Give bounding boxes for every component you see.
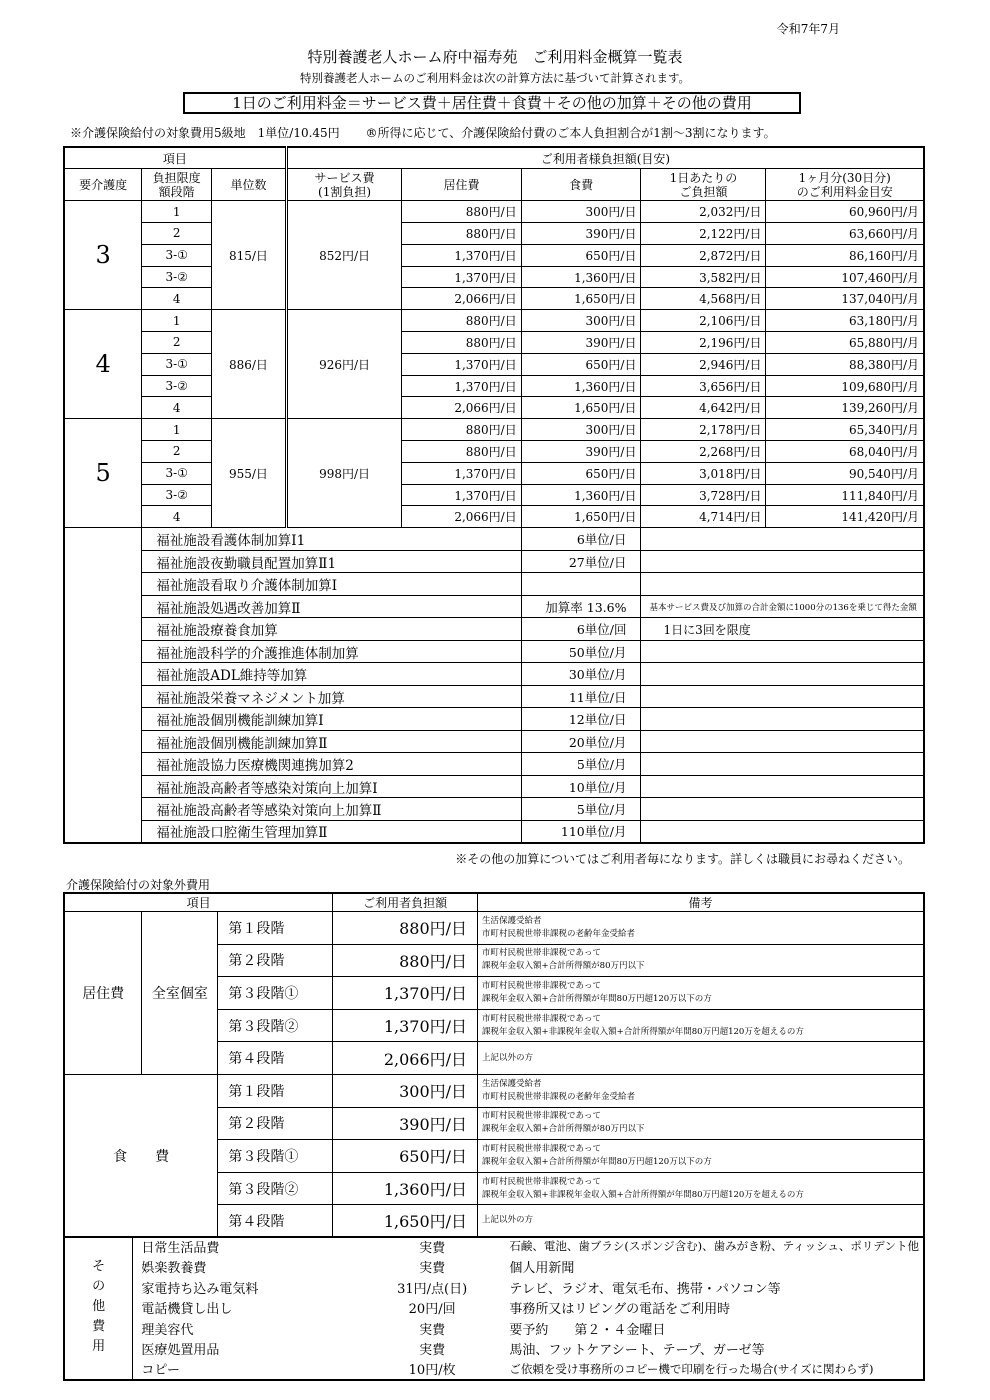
burden-stage: 1 bbox=[142, 201, 212, 223]
addition-row bbox=[64, 685, 924, 708]
page-title: 特別養護老人ホーム府中福寿苑 ご利用料金概算一覧表 bbox=[307, 48, 683, 66]
monthly-total: 65,340円/月 bbox=[766, 419, 924, 441]
room-type: 全室個室 bbox=[142, 912, 218, 1075]
burden-stage: 3-② bbox=[142, 375, 212, 397]
stage-amount: 1,370円/日 bbox=[333, 1009, 478, 1042]
addition-value: 6単位/回 bbox=[521, 618, 641, 641]
fee-row bbox=[64, 484, 924, 506]
addition-name: 福祉施設高齢者等感染対策向上加算Ⅰ bbox=[142, 775, 521, 798]
monthly-total: 109,680円/月 bbox=[766, 375, 924, 397]
addition-name: 福祉施設口腔衛生管理加算Ⅱ bbox=[142, 820, 521, 843]
addition-note bbox=[641, 685, 924, 708]
housing-fee: 880円/日 bbox=[402, 201, 521, 223]
stage-label: 第３段階① bbox=[218, 977, 333, 1010]
addition-row bbox=[64, 528, 924, 551]
stage-note: 市町村民税世帯非課税であって 課税年金収入額+合計所得額が80万円以下 bbox=[478, 1107, 924, 1140]
addition-note bbox=[641, 528, 924, 551]
daily-total: 3,728円/日 bbox=[641, 484, 766, 506]
addition-row bbox=[64, 730, 924, 753]
addition-note bbox=[641, 640, 924, 663]
daily-total: 4,568円/日 bbox=[641, 288, 766, 310]
stage-note: 市町村民税世帯非課税であって 課税年金収入額+非課税年金収入額+合計所得額が年間80万円超120万を超えるの方 bbox=[478, 1009, 924, 1042]
housing-fee: 1,370円/日 bbox=[402, 244, 521, 266]
housing-fee: 880円/日 bbox=[402, 332, 521, 354]
addition-value: 11単位/日 bbox=[521, 685, 641, 708]
addition-value: 12単位/日 bbox=[521, 708, 641, 731]
addition-spacer bbox=[64, 528, 142, 551]
monthly-total: 141,420円/月 bbox=[766, 506, 924, 528]
addition-spacer bbox=[64, 753, 142, 776]
stage-amount: 300円/日 bbox=[333, 1074, 478, 1107]
addition-name: 福祉施設協力医療機関連携加算2 bbox=[142, 753, 521, 776]
col-service-fee: サービス費 (1割負担) bbox=[286, 169, 401, 201]
housing-fee: 2,066円/日 bbox=[402, 506, 521, 528]
page-subtitle: 特別養護老人ホームのご利用料金は次の計算方法に基づいて計算されます。 bbox=[299, 71, 691, 85]
other-cost-note: 馬油、フットケアシート、テープ、ガーゼ等 bbox=[509, 1343, 765, 1359]
food-fee: 300円/日 bbox=[521, 201, 641, 223]
food-label: 食 費 bbox=[64, 1074, 218, 1237]
addition-row bbox=[64, 775, 924, 798]
food-fee: 1,360円/日 bbox=[521, 266, 641, 288]
food-fee: 650円/日 bbox=[521, 353, 641, 375]
addition-value: 加算率 13.6% bbox=[521, 595, 641, 618]
other-cost-item: 娯楽教養費 bbox=[141, 1261, 207, 1277]
daily-total: 4,714円/日 bbox=[641, 506, 766, 528]
other-cost-item: 家電持ち込み電気料 bbox=[141, 1281, 259, 1297]
burden-stage: 1 bbox=[142, 419, 212, 441]
housing-fee: 1,370円/日 bbox=[402, 375, 521, 397]
stage-note: 市町村民税世帯非課税であって 課税年金収入額+合計所得額が80万円以下 bbox=[478, 944, 924, 977]
addition-note bbox=[641, 573, 924, 596]
addition-note bbox=[641, 730, 924, 753]
addition-spacer bbox=[64, 685, 142, 708]
unit-count: 815/日 bbox=[212, 201, 287, 310]
unit-note bbox=[70, 124, 798, 141]
fee-row bbox=[64, 441, 924, 463]
other-cost-row bbox=[64, 1277, 924, 1298]
fee-row bbox=[64, 462, 924, 484]
housing-fee: 880円/日 bbox=[402, 441, 521, 463]
monthly-total: 88,380円/月 bbox=[766, 353, 924, 375]
daily-total: 3,018円/日 bbox=[641, 462, 766, 484]
head-user-burden: ご利用者様負担額(目安) bbox=[286, 147, 924, 169]
daily-total: 4,642円/日 bbox=[641, 397, 766, 419]
other-cost-row bbox=[64, 1298, 924, 1319]
fee-row bbox=[64, 332, 924, 354]
care-level: 4 bbox=[64, 310, 142, 419]
stage-label: 第２段階 bbox=[218, 1107, 333, 1140]
housing-fee: 880円/日 bbox=[402, 310, 521, 332]
fee-row bbox=[64, 419, 924, 441]
monthly-total: 63,660円/月 bbox=[766, 223, 924, 245]
daily-total: 2,872円/日 bbox=[641, 244, 766, 266]
addition-name: 福祉施設科学的介護推進体制加算 bbox=[142, 640, 521, 663]
other-costs-label: そ の 他 費 用 bbox=[64, 1236, 133, 1380]
other-cost-price: 実費 bbox=[419, 1343, 446, 1359]
food-fee: 1,360円/日 bbox=[521, 375, 641, 397]
daily-total: 2,032円/日 bbox=[641, 201, 766, 223]
addition-value: 50単位/月 bbox=[521, 640, 641, 663]
stage-note: 生活保護受給者 市町村民税世帯非課税の老齢年金受給者 bbox=[478, 1074, 924, 1107]
other-cost-row bbox=[64, 1359, 924, 1380]
stage-label: 第４段階 bbox=[218, 1205, 333, 1238]
addition-spacer bbox=[64, 550, 142, 573]
burden-stage: 4 bbox=[142, 397, 212, 419]
stage-label: 第１段階 bbox=[218, 912, 333, 945]
monthly-total: 86,160円/月 bbox=[766, 244, 924, 266]
monthly-total: 111,840円/月 bbox=[766, 484, 924, 506]
stage-amount: 650円/日 bbox=[333, 1140, 478, 1173]
addition-name: 福祉施設個別機能訓練加算Ⅱ bbox=[142, 730, 521, 753]
fee-row bbox=[64, 266, 924, 288]
housing-fee: 1,370円/日 bbox=[402, 266, 521, 288]
addition-name: 福祉施設看取り介護体制加算Ⅰ bbox=[142, 573, 521, 596]
stage-amount: 880円/日 bbox=[333, 944, 478, 977]
burden-stage: 2 bbox=[142, 223, 212, 245]
addition-note bbox=[641, 753, 924, 776]
stage-note: 生活保護受給者 市町村民税世帯非課税の老齢年金受給者 bbox=[478, 912, 924, 945]
addition-name: 福祉施設夜勤職員配置加算Ⅱ1 bbox=[142, 550, 521, 573]
other-cost-row bbox=[64, 1318, 924, 1339]
stage-label: 第１段階 bbox=[218, 1074, 333, 1107]
head-item: 項目 bbox=[64, 147, 286, 169]
addition-value: 27単位/日 bbox=[521, 550, 641, 573]
addition-row bbox=[64, 595, 924, 618]
other-cost-item: 理美容代 bbox=[141, 1322, 194, 1338]
burden-stage: 4 bbox=[142, 506, 212, 528]
daily-total: 2,178円/日 bbox=[641, 419, 766, 441]
stage-label: 第３段階② bbox=[218, 1009, 333, 1042]
housing-fee: 880円/日 bbox=[402, 419, 521, 441]
other-cost-note: 要予約 第２・４金曜日 bbox=[509, 1322, 666, 1338]
daily-total: 2,122円/日 bbox=[641, 223, 766, 245]
addition-row bbox=[64, 640, 924, 663]
addition-spacer bbox=[64, 663, 142, 686]
burden-stage: 4 bbox=[142, 288, 212, 310]
stage-note: 上記以外の方 bbox=[478, 1205, 924, 1238]
additions-note: ※その他の加算についてはご利用者毎になります。詳しくは職員にお尋ねください。 bbox=[455, 852, 910, 866]
addition-value: 10単位/月 bbox=[521, 775, 641, 798]
addition-row bbox=[64, 820, 924, 843]
daily-total: 2,268円/日 bbox=[641, 441, 766, 463]
addition-note: 基本サービス費及び加算の合計金額に1000分の136を乗じて得た金額 bbox=[641, 595, 924, 618]
housing-fee: 2,066円/日 bbox=[402, 288, 521, 310]
housing-fee: 880円/日 bbox=[402, 223, 521, 245]
stage-amount: 1,360円/日 bbox=[333, 1172, 478, 1205]
burden-stage: 3-① bbox=[142, 462, 212, 484]
other-cost-price: 実費 bbox=[419, 1261, 446, 1277]
addition-spacer bbox=[64, 798, 142, 821]
addition-row bbox=[64, 708, 924, 731]
burden-stage: 1 bbox=[142, 310, 212, 332]
stage-label: 第４段階 bbox=[218, 1042, 333, 1075]
other-cost-item: 日常生活品費 bbox=[141, 1240, 220, 1256]
other-cost-note: 事務所又はリビングの電話をご利用時 bbox=[509, 1302, 731, 1318]
food-fee: 390円/日 bbox=[521, 223, 641, 245]
stage-note: 市町村民税世帯非課税であって 課税年金収入額+合計所得額が年間80万円超120万以下の方 bbox=[478, 1140, 924, 1173]
burden-stage: 3-② bbox=[142, 484, 212, 506]
monthly-total: 60,960円/月 bbox=[766, 201, 924, 223]
stage-label: 第２段階 bbox=[218, 944, 333, 977]
col-daily-total: 1日あたりの ご負担額 bbox=[641, 169, 766, 201]
fee-row bbox=[64, 397, 924, 419]
addition-row bbox=[64, 753, 924, 776]
addition-row bbox=[64, 550, 924, 573]
food-fee: 1,360円/日 bbox=[521, 484, 641, 506]
stage-label: 第３段階① bbox=[218, 1140, 333, 1173]
service-fee: 926円/日 bbox=[286, 310, 401, 419]
addition-spacer bbox=[64, 618, 142, 641]
daily-total: 2,946円/日 bbox=[641, 353, 766, 375]
addition-value: 110単位/月 bbox=[521, 820, 641, 843]
addition-spacer bbox=[64, 708, 142, 731]
housing-stage-row bbox=[64, 912, 924, 945]
housing-fee: 2,066円/日 bbox=[402, 397, 521, 419]
addition-name: 福祉施設栄養マネジメント加算 bbox=[142, 685, 521, 708]
addition-name: 福祉施設個別機能訓練加算Ⅰ bbox=[142, 708, 521, 731]
addition-spacer bbox=[64, 730, 142, 753]
addition-row bbox=[64, 663, 924, 686]
food-fee: 1,650円/日 bbox=[521, 288, 641, 310]
service-fee: 852円/日 bbox=[286, 201, 401, 310]
non-covered-title: 介護保険給付の対象外費用 bbox=[66, 878, 211, 892]
food-fee: 1,650円/日 bbox=[521, 397, 641, 419]
col-care-level: 要介護度 bbox=[64, 169, 142, 201]
food-fee: 650円/日 bbox=[521, 462, 641, 484]
food-fee: 650円/日 bbox=[521, 244, 641, 266]
monthly-total: 137,040円/月 bbox=[766, 288, 924, 310]
addition-name: 福祉施設処遇改善加算Ⅱ bbox=[142, 595, 521, 618]
addition-note bbox=[641, 663, 924, 686]
nc-head-amount: ご利用者負担額 bbox=[333, 893, 478, 912]
daily-total: 3,656円/日 bbox=[641, 375, 766, 397]
col-housing: 居住費 bbox=[402, 169, 521, 201]
burden-stage: 3-① bbox=[142, 244, 212, 266]
care-level: 5 bbox=[64, 419, 142, 528]
monthly-total: 139,260円/月 bbox=[766, 397, 924, 419]
burden-stage: 2 bbox=[142, 441, 212, 463]
stage-label: 第３段階② bbox=[218, 1172, 333, 1205]
addition-spacer bbox=[64, 595, 142, 618]
monthly-total: 90,540円/月 bbox=[766, 462, 924, 484]
stage-amount: 880円/日 bbox=[333, 912, 478, 945]
other-cost-note: 石鹸、電池、歯ブラシ(スポンジ含む)、歯みがき粉、ティッシュ、ポリデント他 bbox=[509, 1239, 919, 1254]
other-cost-row bbox=[64, 1339, 924, 1360]
stage-amount: 1,650円/日 bbox=[333, 1205, 478, 1238]
food-stage-row bbox=[64, 1074, 924, 1107]
addition-note bbox=[641, 798, 924, 821]
non-covered-table bbox=[63, 892, 925, 1238]
fee-row bbox=[64, 375, 924, 397]
other-cost-note: テレビ、ラジオ、電気毛布、携帯・パソコン等 bbox=[509, 1281, 781, 1297]
fee-table bbox=[63, 146, 925, 844]
addition-note bbox=[641, 708, 924, 731]
other-cost-item: コピー bbox=[141, 1363, 180, 1379]
food-fee: 1,650円/日 bbox=[521, 506, 641, 528]
food-fee: 390円/日 bbox=[521, 332, 641, 354]
fee-row bbox=[64, 506, 924, 528]
col-burden-stage: 負担限度 額段階 bbox=[142, 169, 212, 201]
unit-count: 955/日 bbox=[212, 419, 287, 528]
other-cost-price: 10円/枚 bbox=[408, 1363, 456, 1379]
food-fee: 300円/日 bbox=[521, 419, 641, 441]
addition-note bbox=[641, 820, 924, 843]
addition-spacer bbox=[64, 573, 142, 596]
other-cost-note: ご依頼を受け事務所のコピー機で印刷を行った場合(サイズに関わらず) bbox=[509, 1361, 874, 1376]
food-fee: 390円/日 bbox=[521, 441, 641, 463]
service-fee: 998円/日 bbox=[286, 419, 401, 528]
housing-fee: 1,370円/日 bbox=[402, 484, 521, 506]
other-cost-row bbox=[64, 1257, 924, 1278]
burden-stage: 3-① bbox=[142, 353, 212, 375]
other-costs-table bbox=[63, 1236, 925, 1381]
stage-note: 上記以外の方 bbox=[478, 1042, 924, 1075]
burden-stage: 3-② bbox=[142, 266, 212, 288]
stage-note: 市町村民税世帯非課税であって 課税年金収入額+非課税年金収入額+合計所得額が年間80万円超120万を超えるの方 bbox=[478, 1172, 924, 1205]
addition-value: 5単位/月 bbox=[521, 798, 641, 821]
fee-row bbox=[64, 223, 924, 245]
other-cost-row bbox=[64, 1236, 924, 1257]
other-cost-price: 31円/点(日) bbox=[397, 1281, 468, 1297]
other-cost-price: 20円/回 bbox=[408, 1302, 456, 1318]
stage-amount: 390円/日 bbox=[333, 1107, 478, 1140]
unit-count: 886/日 bbox=[212, 310, 287, 419]
monthly-total: 68,040円/月 bbox=[766, 441, 924, 463]
burden-ratio-note: ®所得に応じて、介護保険給付費のご本人負担割合が1割～3割になります。 bbox=[365, 126, 776, 140]
addition-name: 福祉施設看護体制加算Ⅰ1 bbox=[142, 528, 521, 551]
addition-value: 30単位/月 bbox=[521, 663, 641, 686]
fee-row bbox=[64, 244, 924, 266]
other-cost-note: 個人用新聞 bbox=[509, 1261, 575, 1277]
fee-row bbox=[64, 288, 924, 310]
monthly-total: 63,180円/月 bbox=[766, 310, 924, 332]
other-cost-price: 実費 bbox=[419, 1322, 446, 1338]
nc-head-item: 項目 bbox=[64, 893, 333, 912]
addition-value: 6単位/日 bbox=[521, 528, 641, 551]
stage-amount: 1,370円/日 bbox=[333, 977, 478, 1010]
fee-row bbox=[64, 201, 924, 223]
unit-price-note: ※介護保険給付の対象費用5級地 1単位/10.45円 bbox=[70, 126, 340, 140]
addition-spacer bbox=[64, 820, 142, 843]
addition-note bbox=[641, 775, 924, 798]
burden-stage: 2 bbox=[142, 332, 212, 354]
addition-note: 1日に3回を限度 bbox=[641, 618, 924, 641]
addition-spacer bbox=[64, 775, 142, 798]
fee-formula-box: 1日のご利用料金＝サービス費＋居住費＋食費＋その他の加算＋その他の費用 bbox=[183, 92, 801, 114]
monthly-total: 65,880円/月 bbox=[766, 332, 924, 354]
food-fee: 300円/日 bbox=[521, 310, 641, 332]
stage-note: 市町村民税世帯非課税であって 課税年金収入額+合計所得額が年間80万円超120万以下の方 bbox=[478, 977, 924, 1010]
monthly-total: 107,460円/月 bbox=[766, 266, 924, 288]
addition-value bbox=[521, 573, 641, 596]
addition-note bbox=[641, 550, 924, 573]
stage-amount: 2,066円/日 bbox=[333, 1042, 478, 1075]
col-monthly-total: 1ヶ月分(30日分) のご利用料金目安 bbox=[766, 169, 924, 201]
col-units: 単位数 bbox=[212, 169, 287, 201]
daily-total: 2,106円/日 bbox=[641, 310, 766, 332]
housing-fee: 1,370円/日 bbox=[402, 353, 521, 375]
housing-label: 居住費 bbox=[64, 912, 142, 1075]
addition-name: 福祉施設ADL維持等加算 bbox=[142, 663, 521, 686]
fee-row bbox=[64, 310, 924, 332]
nc-head-note: 備考 bbox=[478, 893, 924, 912]
addition-value: 5単位/月 bbox=[521, 753, 641, 776]
other-cost-item: 電話機貸し出し bbox=[141, 1302, 233, 1318]
housing-fee: 1,370円/日 bbox=[402, 462, 521, 484]
addition-row bbox=[64, 573, 924, 596]
col-food: 食費 bbox=[521, 169, 641, 201]
addition-value: 20単位/月 bbox=[521, 730, 641, 753]
care-level: 3 bbox=[64, 201, 142, 310]
daily-total: 3,582円/日 bbox=[641, 266, 766, 288]
other-cost-item: 医療処置用品 bbox=[141, 1343, 220, 1359]
document-date: 令和7年7月 bbox=[776, 22, 840, 36]
fee-row bbox=[64, 353, 924, 375]
addition-name: 福祉施設高齢者等感染対策向上加算Ⅱ bbox=[142, 798, 521, 821]
daily-total: 2,196円/日 bbox=[641, 332, 766, 354]
addition-row bbox=[64, 798, 924, 821]
other-cost-price: 実費 bbox=[419, 1240, 446, 1256]
addition-name: 福祉施設療養食加算 bbox=[142, 618, 521, 641]
addition-spacer bbox=[64, 640, 142, 663]
addition-row bbox=[64, 618, 924, 641]
